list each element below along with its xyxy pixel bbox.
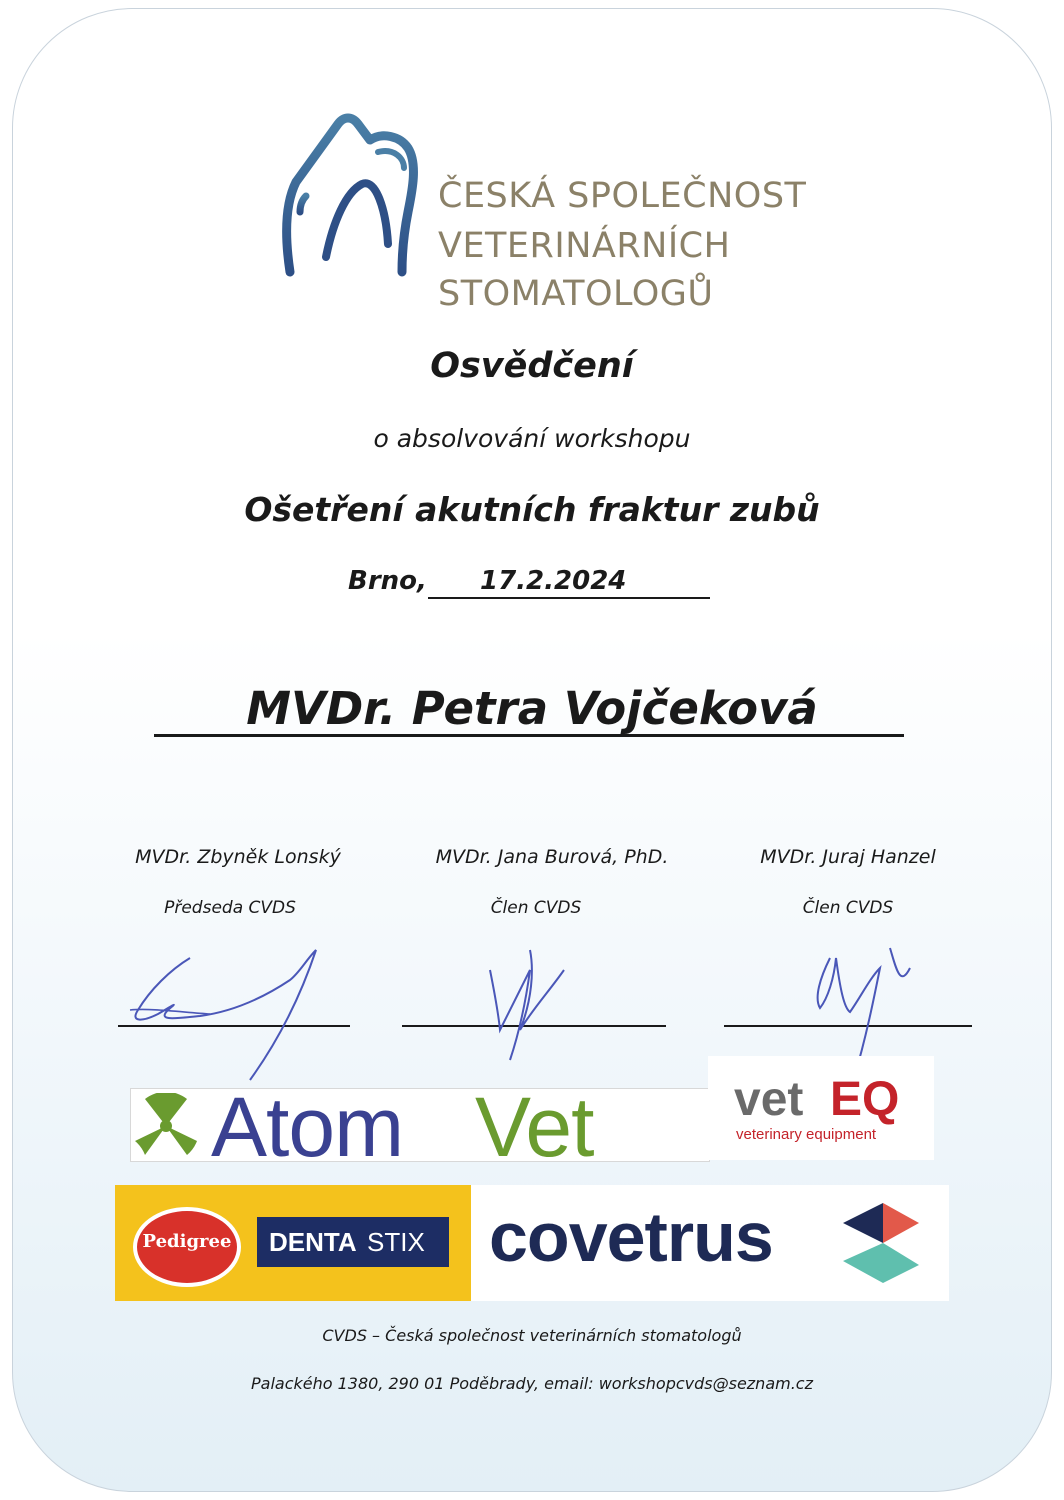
pedigree-dentastix-logo	[115, 1185, 471, 1301]
org-name-line2: VETERINÁRNÍCH	[438, 226, 731, 266]
footer-line-2: Palackého 1380, 290 01 Poděbrady, email: workshopcvds@seznam.cz	[250, 1374, 813, 1393]
covetrus-logo	[471, 1185, 949, 1301]
signatory-3-name: MVDr. Juraj Hanzel	[760, 846, 936, 868]
signatory-1-role: Předseda CVDS	[164, 898, 296, 918]
date-underline	[428, 597, 710, 599]
dentastix-denta-text: DENTA	[269, 1227, 357, 1257]
radiation-icon	[133, 1093, 199, 1159]
org-name-line1: ČESKÁ SPOLEČNOST	[438, 176, 807, 216]
certificate-subtitle: o absolvování workshopu	[373, 424, 691, 453]
footer-line-1: CVDS – Česká společnost veterinárních stomatologů	[322, 1326, 742, 1345]
certificate-date: 17.2.2024	[480, 566, 627, 596]
place-label: Brno,	[348, 566, 427, 596]
veteq-eq-text: EQ	[830, 1073, 900, 1126]
workshop-title: Ošetření akutních fraktur zubů	[244, 490, 820, 529]
covetrus-mark-icon	[843, 1203, 923, 1283]
covetrus-text: covetrus	[489, 1198, 773, 1276]
signatory-2-name: MVDr. Jana Burová, PhD.	[435, 846, 669, 868]
atomvet-vet-text: Vet	[475, 1080, 594, 1174]
dentastix-banner	[257, 1217, 449, 1267]
recipient-name: MVDr. Petra Vojčeková	[246, 682, 818, 735]
certificate-title: Osvědčení	[430, 346, 634, 386]
signature-2	[460, 930, 580, 1070]
atomvet-atom-text: Atom	[211, 1080, 404, 1174]
signatory-2-role: Člen CVDS	[490, 898, 582, 918]
veteq-vet-text: vet	[734, 1073, 804, 1126]
cvds-tooth-logo	[278, 112, 423, 287]
veteq-logo	[708, 1056, 934, 1160]
signatory-1-name: MVDr. Zbyněk Lonský	[135, 846, 341, 868]
signatory-3-role: Člen CVDS	[802, 898, 894, 918]
pedigree-text: Pedigree	[142, 1231, 232, 1252]
pedigree-badge	[133, 1207, 241, 1287]
signature-1	[110, 930, 340, 1090]
veteq-tagline: veterinary equipment	[736, 1126, 877, 1143]
dentastix-stix-text: STIX	[367, 1227, 425, 1257]
atomvet-logo	[130, 1080, 710, 1174]
org-name-line3: STOMATOLOGŮ	[438, 274, 714, 314]
